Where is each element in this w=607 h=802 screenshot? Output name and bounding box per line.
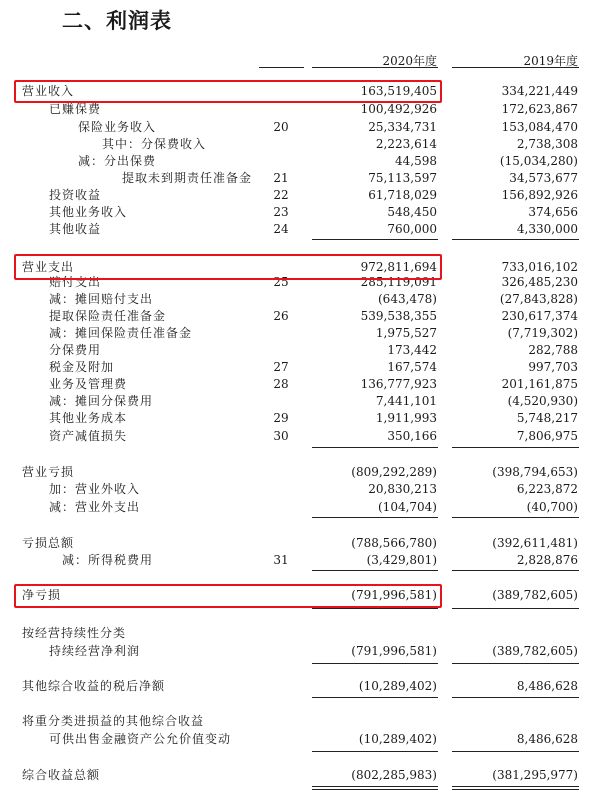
subtotal-underline-2019: [452, 663, 579, 664]
column-header-2020: 2020年度: [382, 54, 437, 68]
row-value-2019: 172,623,867: [501, 102, 578, 116]
row-note: 24: [273, 222, 289, 236]
table-row: [0, 308, 607, 325]
row-value-2019: 326,485,230: [501, 275, 578, 289]
row-label: 投资收益: [49, 188, 102, 202]
row-value-2020: 539,538,355: [360, 309, 437, 323]
table-row: [0, 678, 607, 695]
row-label: 营业支出: [22, 260, 75, 274]
row-label: 净亏损: [22, 588, 62, 602]
row-label: 综合收益总额: [22, 768, 101, 782]
total-double-underline-2019: [452, 789, 579, 790]
row-value-2019: (40,700): [526, 500, 578, 514]
row-label: 减：所得税费用: [62, 553, 154, 567]
row-value-2019: (381,295,977): [492, 768, 578, 782]
row-label: 提取未到期责任准备金: [122, 171, 253, 185]
row-value-2019: (7,719,302): [507, 326, 578, 340]
row-label: 减：摊回赔付支出: [49, 292, 154, 306]
subtotal-underline-2020: [312, 608, 438, 609]
row-value-2019: (4,520,930): [507, 394, 578, 408]
table-row: [0, 767, 607, 784]
row-label: 加：营业外收入: [49, 482, 141, 496]
row-value-2019: 997,703: [528, 360, 578, 374]
row-value-2019: 8,486,628: [516, 679, 578, 693]
row-value-2019: 282,788: [528, 343, 578, 357]
row-value-2019: (392,611,481): [492, 536, 578, 550]
row-label: 分保费用: [49, 343, 102, 357]
row-label: 持续经营净利润: [49, 644, 141, 658]
row-note: 28: [273, 377, 289, 391]
row-value-2020: 20,830,213: [368, 482, 437, 496]
row-label: 亏损总额: [22, 536, 75, 550]
row-value-2020: 350,166: [387, 429, 437, 443]
row-value-2019: (389,782,605): [492, 588, 578, 602]
row-note: 20: [273, 120, 289, 134]
row-value-2020: 2,223,614: [375, 137, 437, 151]
subtotal-underline-2020: [312, 517, 438, 518]
subtotal-underline-2019: [452, 517, 579, 518]
subtotal-underline-2019: [452, 570, 579, 571]
row-value-2019: 4,330,000: [516, 222, 578, 236]
table-row: [0, 428, 607, 445]
row-value-2020: 25,334,731: [368, 120, 437, 134]
row-label: 减：分出保费: [78, 154, 157, 168]
table-row: [0, 187, 607, 204]
table-row: [0, 464, 607, 481]
row-value-2020: (809,292,289): [351, 465, 437, 479]
row-value-2019: 230,617,374: [501, 309, 578, 323]
row-value-2020: 136,777,923: [360, 377, 437, 391]
row-value-2020: (643,478): [378, 292, 437, 306]
row-label: 业务及管理费: [49, 377, 128, 391]
row-label: 减：摊回保险责任准备金: [49, 326, 193, 340]
table-row: [0, 170, 607, 187]
table-row: [0, 625, 607, 642]
row-label: 其他收益: [49, 222, 102, 236]
subtotal-underline-2019: [452, 447, 579, 448]
row-value-2019: 2,828,876: [516, 553, 578, 567]
row-value-2019: 201,161,875: [501, 377, 578, 391]
subtotal-underline-2019: [452, 608, 579, 609]
row-value-2019: (27,843,828): [499, 292, 578, 306]
table-row: [0, 342, 607, 359]
row-value-2020: 167,574: [387, 360, 437, 374]
row-label: 其他业务成本: [49, 411, 128, 425]
row-value-2020: 1,975,527: [375, 326, 437, 340]
table-row: [0, 119, 607, 136]
row-label: 按经营持续性分类: [22, 626, 127, 640]
row-value-2019: 34,573,677: [509, 171, 578, 185]
row-value-2019: 7,806,975: [516, 429, 578, 443]
row-value-2019: 374,656: [528, 205, 578, 219]
row-value-2020: 972,811,694: [360, 260, 437, 274]
table-row: [0, 713, 607, 730]
row-value-2020: 75,113,597: [368, 171, 437, 185]
row-label: 可供出售金融资产公允价值变动: [49, 732, 232, 746]
subtotal-underline-2020: [312, 447, 438, 448]
row-value-2020: (3,429,801): [366, 553, 437, 567]
row-label: 营业亏损: [22, 465, 75, 479]
page-title: 二、利润表: [62, 9, 172, 33]
row-label: 减：摊回分保费用: [49, 394, 154, 408]
subtotal-underline-2019: [452, 697, 579, 698]
row-note: 29: [273, 411, 289, 425]
row-note: 26: [273, 309, 289, 323]
row-label: 资产减值损失: [49, 429, 128, 443]
subtotal-underline-2020: [312, 751, 438, 752]
table-row: [0, 204, 607, 221]
row-value-2019: (398,794,653): [492, 465, 578, 479]
table-row: [0, 136, 607, 153]
subtotal-underline-2019: [452, 239, 579, 240]
row-value-2020: 1,911,993: [375, 411, 437, 425]
row-value-2020: 548,450: [387, 205, 437, 219]
table-row: [0, 393, 607, 410]
row-value-2020: (788,566,780): [351, 536, 437, 550]
row-label: 其他业务收入: [49, 205, 128, 219]
row-value-2019: (389,782,605): [492, 644, 578, 658]
row-value-2020: (10,289,402): [358, 732, 437, 746]
row-value-2019: 733,016,102: [501, 260, 578, 274]
total-double-underline-2020: [312, 789, 438, 790]
table-row: [0, 535, 607, 552]
row-label: 其中：分保费收入: [102, 137, 207, 151]
total-double-underline-2020: [312, 786, 438, 787]
row-value-2020: 7,441,101: [375, 394, 437, 408]
header-underline-2019: [452, 67, 579, 68]
row-value-2020: (104,704): [378, 500, 437, 514]
table-row: [0, 552, 607, 569]
row-label: 其他综合收益的税后净额: [22, 679, 166, 693]
subtotal-underline-2019: [452, 751, 579, 752]
table-row: [0, 376, 607, 393]
row-label: 提取保险责任准备金: [49, 309, 167, 323]
row-label: 税金及附加: [49, 360, 115, 374]
header-underline-note: [259, 67, 304, 68]
row-value-2019: (15,034,280): [499, 154, 578, 168]
row-value-2020: (10,289,402): [358, 679, 437, 693]
subtotal-underline-2020: [312, 697, 438, 698]
row-value-2019: 6,223,872: [516, 482, 578, 496]
row-note: 25: [273, 275, 289, 289]
table-row: [0, 153, 607, 170]
table-row: [0, 291, 607, 308]
highlight-box-revenue: [14, 80, 442, 103]
row-value-2020: 100,492,926: [360, 102, 437, 116]
row-value-2020: (802,285,983): [351, 768, 437, 782]
row-note: 21: [273, 171, 289, 185]
row-note: 27: [273, 360, 289, 374]
highlight-box-net-loss: [14, 584, 442, 608]
row-value-2020: 61,718,029: [368, 188, 437, 202]
table-row: [0, 325, 607, 342]
row-value-2020: 760,000: [387, 222, 437, 236]
row-value-2020: (791,996,581): [351, 644, 437, 658]
table-row: [0, 481, 607, 498]
row-note: 23: [273, 205, 289, 219]
row-value-2020: 44,598: [395, 154, 437, 168]
table-row: [0, 731, 607, 748]
row-note: 31: [273, 553, 289, 567]
row-value-2019: 153,084,470: [501, 120, 578, 134]
column-header-2019: 2019年度: [523, 54, 578, 68]
row-label: 营业收入: [22, 84, 75, 98]
row-value-2020: 173,442: [387, 343, 437, 357]
header-underline-2020: [312, 67, 438, 68]
table-row: [0, 410, 607, 427]
row-value-2019: 2,738,308: [516, 137, 578, 151]
total-double-underline-2019: [452, 786, 579, 787]
row-note: 22: [273, 188, 289, 202]
table-row: [0, 221, 607, 238]
row-label: 赔付支出: [49, 275, 102, 289]
row-label: 已赚保费: [49, 102, 102, 116]
row-label: 保险业务收入: [78, 120, 157, 134]
table-row: [0, 643, 607, 660]
row-value-2020: 285,119,091: [360, 275, 437, 289]
table-row: [0, 101, 607, 118]
subtotal-underline-2020: [312, 570, 438, 571]
table-row: [0, 499, 607, 516]
row-value-2020: (791,996,581): [351, 588, 437, 602]
row-value-2019: 334,221,449: [501, 84, 578, 98]
row-value-2019: 8,486,628: [516, 732, 578, 746]
row-value-2019: 5,748,217: [516, 411, 578, 425]
row-value-2020: 163,519,405: [360, 84, 437, 98]
table-row: [0, 359, 607, 376]
subtotal-underline-2020: [312, 239, 438, 240]
row-label: 减：营业外支出: [49, 500, 141, 514]
highlight-box-expenses: [14, 254, 442, 280]
row-note: 30: [273, 429, 289, 443]
row-value-2019: 156,892,926: [501, 188, 578, 202]
subtotal-underline-2020: [312, 663, 438, 664]
row-label: 将重分类进损益的其他综合收益: [22, 714, 205, 728]
